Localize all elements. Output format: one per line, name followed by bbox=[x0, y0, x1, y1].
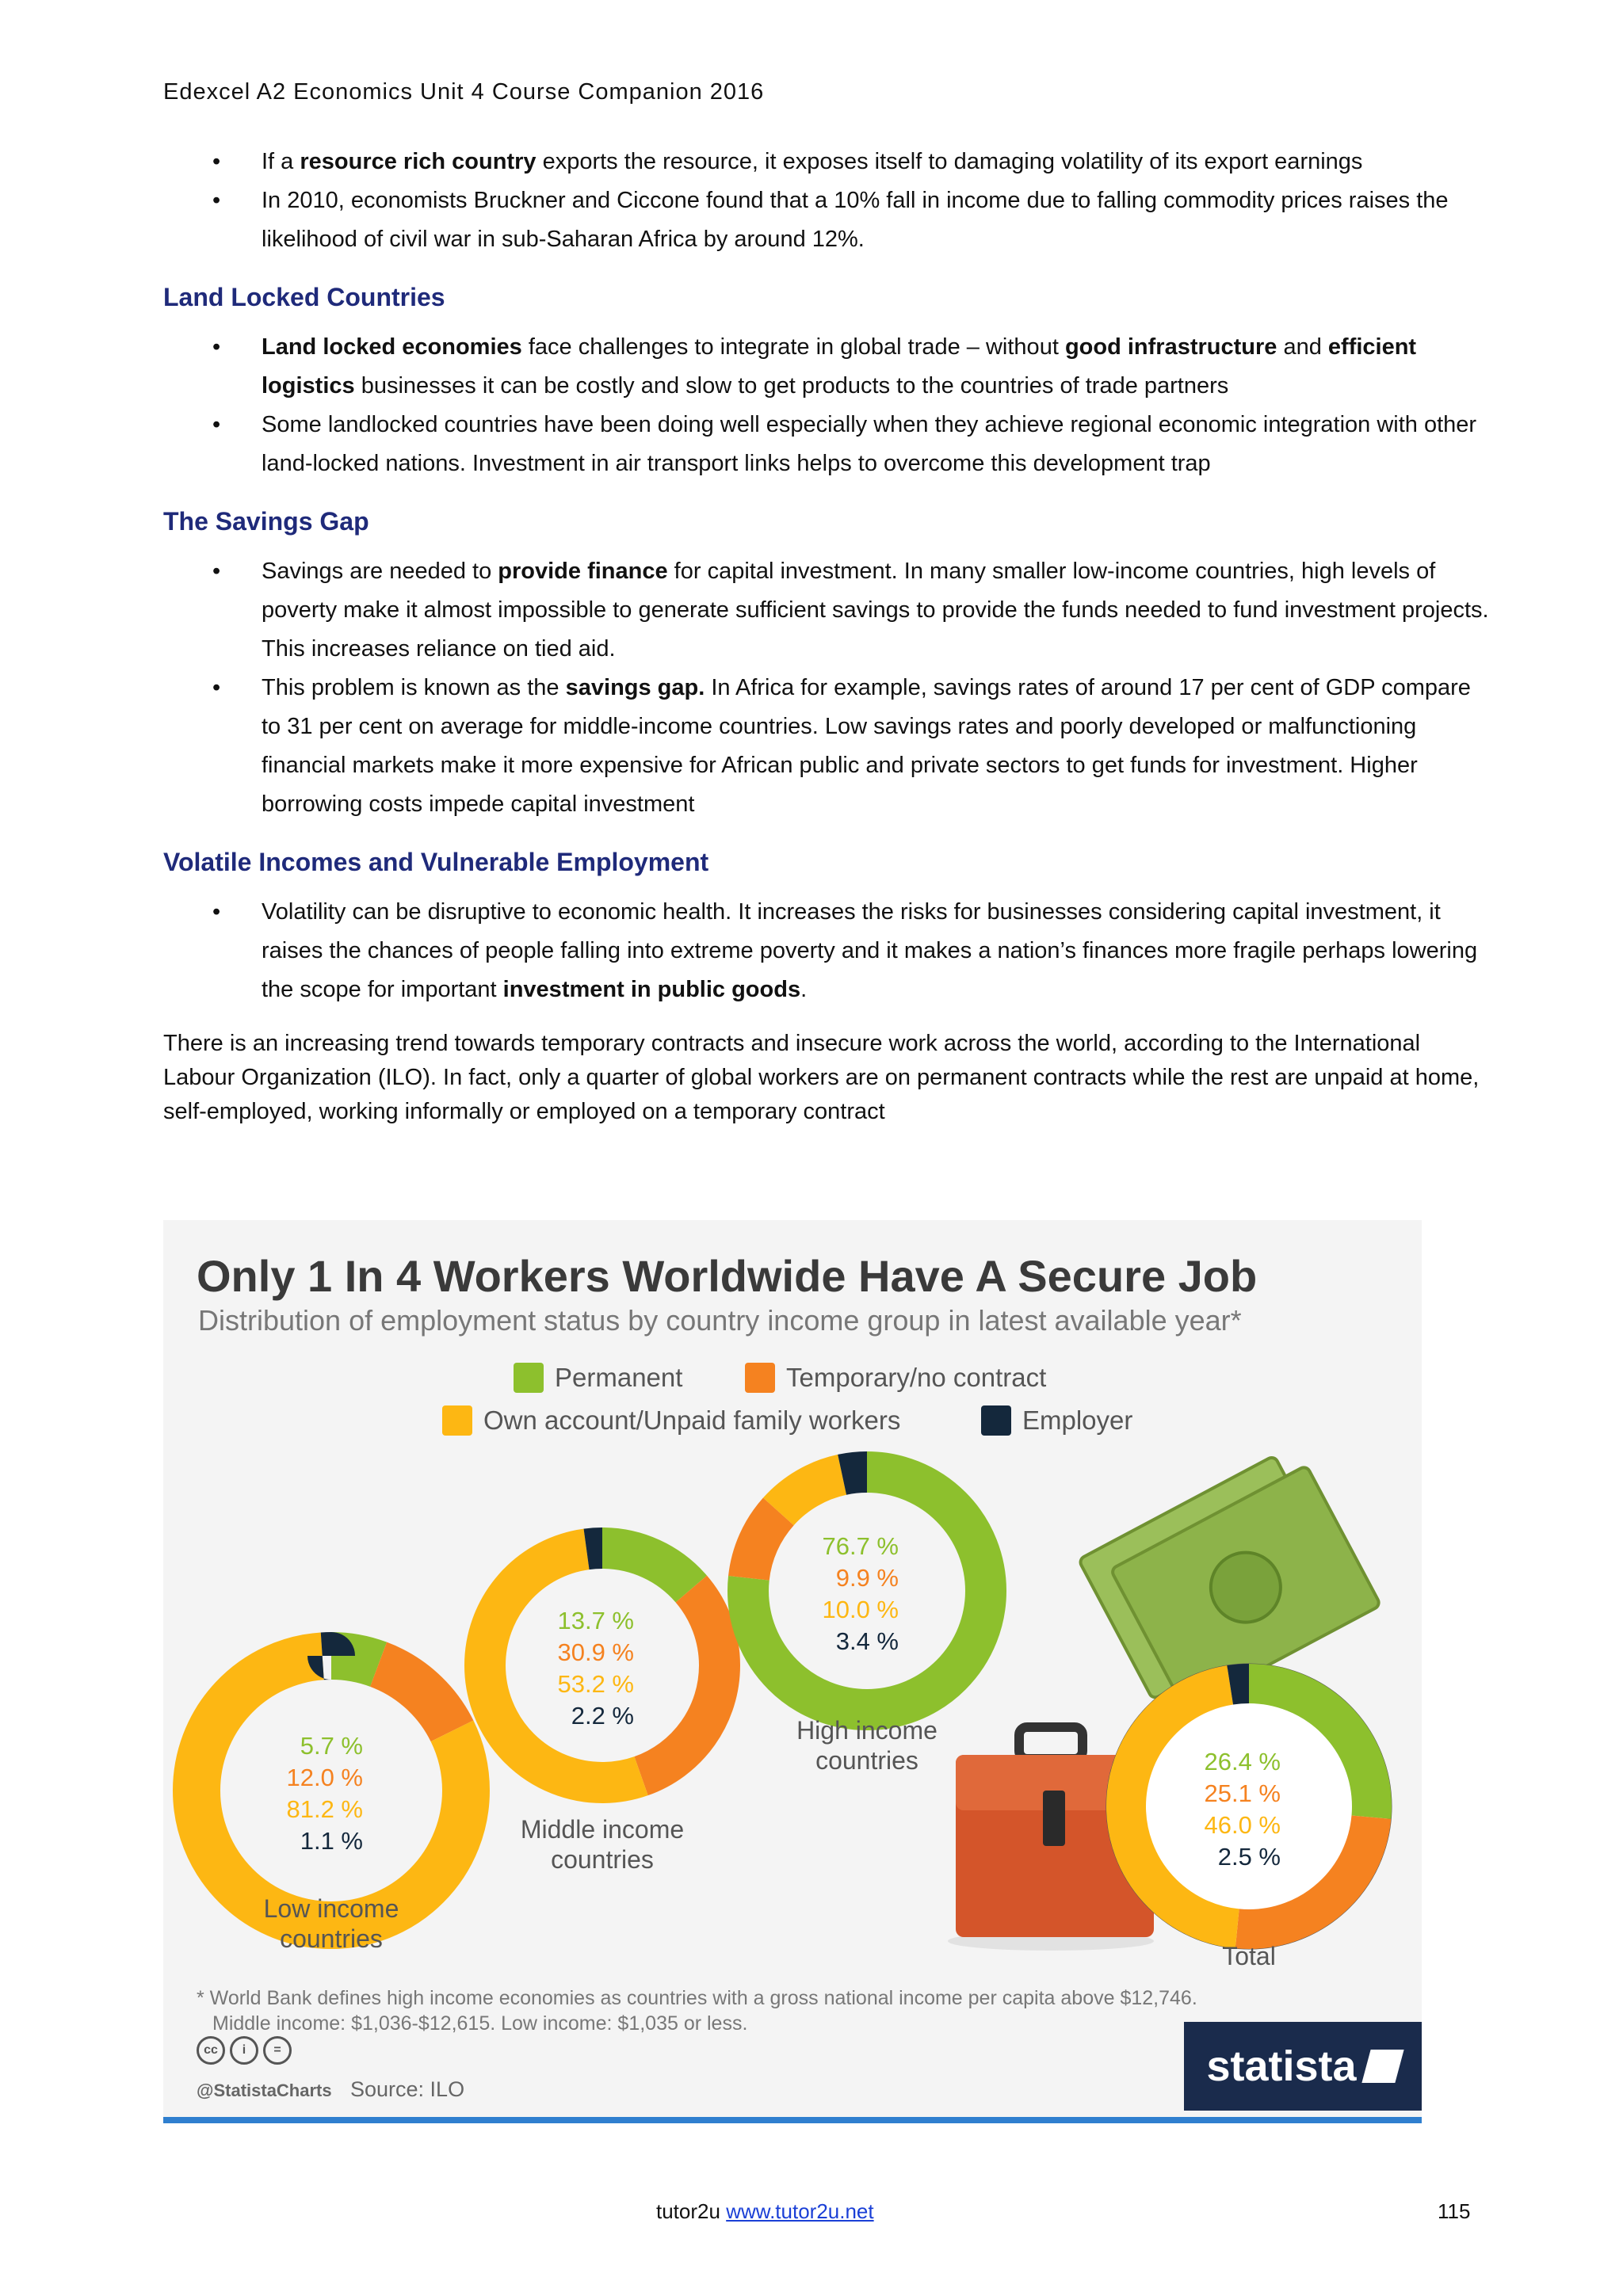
section-title-volatile: Volatile Incomes and Vulnerable Employment bbox=[163, 848, 709, 876]
group-label: countries bbox=[815, 1746, 918, 1775]
group-label: High income bbox=[796, 1716, 938, 1745]
bullet-dot: • bbox=[212, 188, 221, 213]
group-label: Low income bbox=[263, 1894, 399, 1923]
value-label: 13.7 % bbox=[557, 1607, 634, 1634]
savings-bullets bbox=[163, 552, 1495, 824]
donut-low-income-countries bbox=[197, 1656, 466, 1953]
bullet-landlocked-economies: • Land locked economies face challenges to integrate in global trade – without good infrastructure and efficient logistics businesses it can be costly and slow to get products to the countries of trade partners bbox=[163, 328, 1495, 406]
legend-employer: Employer bbox=[981, 1405, 1132, 1436]
bullet-dot: • bbox=[212, 559, 221, 584]
statista-infographic bbox=[163, 1220, 1422, 2123]
value-label: 25.1 % bbox=[1204, 1779, 1281, 1807]
attribution-icon: i bbox=[230, 2036, 258, 2065]
page-content bbox=[163, 143, 1495, 1129]
value-label: 9.9 % bbox=[835, 1564, 899, 1592]
group-label: countries bbox=[551, 1845, 654, 1874]
footer-site: tutor2u www.tutor2u.net bbox=[656, 2199, 874, 2223]
section-title-savings: The Savings Gap bbox=[163, 507, 369, 536]
statista-logo-icon bbox=[1361, 2050, 1403, 2083]
volatile-bullets bbox=[163, 893, 1495, 1009]
legend-own-account: Own account/Unpaid family workers bbox=[442, 1405, 900, 1436]
bullet-dot: • bbox=[212, 334, 221, 360]
ilo-paragraph: There is an increasing trend towards temporary contracts and insecure work across the world, according to the International Labour Organization (ILO). In fact, only a quarter of global workers are on permanent contracts while the rest are unpaid at home, self-employed, working informally or employed on a temporary contract bbox=[163, 1031, 1480, 1124]
value-label: 5.7 % bbox=[300, 1732, 363, 1760]
chart-subtitle: Distribution of employment status by country income group in latest available year* bbox=[198, 1304, 1242, 1337]
landlocked-bullets bbox=[163, 328, 1495, 483]
bullet-landlocked-integration: • Some landlocked countries have been doing well especially when they achieve regional economic integration with other land-locked nations. Investment in air transport links helps to overcome this development trap bbox=[163, 406, 1495, 483]
bullet-resource-rich: • If a resource rich country exports the resource, it exposes itself to damaging volatility of its export earnings bbox=[163, 143, 1495, 181]
value-label: 2.2 % bbox=[571, 1702, 634, 1730]
group-label: countries bbox=[280, 1924, 383, 1953]
statista-logo: statista bbox=[1184, 2022, 1422, 2111]
no-derivatives-icon: = bbox=[263, 2036, 292, 2065]
page-number: 115 bbox=[1438, 2199, 1471, 2223]
bullet-savings-finance: • Savings are needed to provide finance for capital investment. In many smaller low-income countries, high levels of poverty make it almost impossible to generate sufficient savings to provide the funds needed to fund investment projects. This increases reliance on tied aid. bbox=[163, 552, 1495, 669]
value-label: 30.9 % bbox=[557, 1638, 634, 1666]
bullet-civil-war: • In 2010, economists Bruckner and Ciccone found that a 10% fall in income due to falling commodity prices raises the likelihood of civil war in sub-Saharan Africa by around 12%. bbox=[163, 181, 1495, 259]
value-label: 2.5 % bbox=[1217, 1843, 1281, 1871]
bullet-dot: • bbox=[212, 412, 221, 437]
intro-bullets bbox=[163, 143, 1495, 259]
value-label: 76.7 % bbox=[822, 1532, 899, 1560]
footer-url-link[interactable]: www.tutor2u.net bbox=[726, 2199, 874, 2223]
bullet-savings-gap: • This problem is known as the savings gap. In Africa for example, savings rates of around 17 per cent of GDP compare to 31 per cent on average for middle-income countries. Low savings rates and poorly developed or malfunctioning financial markets make it more expensive for African public and private sectors to get funds for investment. Higher borrowing costs impede capital investment bbox=[163, 669, 1495, 824]
value-label: 12.0 % bbox=[286, 1764, 363, 1791]
legend-permanent: Permanent bbox=[514, 1363, 682, 1393]
value-label: 53.2 % bbox=[557, 1670, 634, 1698]
value-label: 3.4 % bbox=[835, 1627, 899, 1655]
cc-license-icons bbox=[197, 2036, 292, 2065]
chart-source: Source: ILO bbox=[350, 2077, 465, 2101]
bullet-volatility: • Volatility can be disruptive to economic health. It increases the risks for businesses considering capital investment, it raises the chances of people falling into extreme poverty and it makes a nation’s finances more fragile perhaps lowering the scope for important investment in public goods. bbox=[163, 893, 1495, 1009]
value-label: 46.0 % bbox=[1204, 1811, 1281, 1839]
donut-middle-income-countries bbox=[485, 1548, 720, 1874]
value-label: 1.1 % bbox=[300, 1827, 363, 1855]
donut-high-income-countries bbox=[748, 1472, 986, 1775]
donut-charts bbox=[163, 1220, 1422, 2012]
value-label: 26.4 % bbox=[1204, 1748, 1281, 1775]
chart-title: Only 1 In 4 Workers Worldwide Have A Secure Job bbox=[197, 1251, 1258, 1301]
bullet-dot: • bbox=[212, 899, 221, 925]
statista-handle: @StatistaCharts bbox=[197, 2081, 332, 2100]
chart-footnote: * World Bank defines high income economies as countries with a gross national income per capita above $12,746. Middle income: $1,036-$12,615. Low income: $1,035 or less. bbox=[197, 1987, 1197, 2035]
group-label: Total bbox=[1222, 1942, 1276, 1970]
cc-icon: cc bbox=[197, 2036, 225, 2065]
bullet-dot: • bbox=[212, 149, 221, 174]
value-label: 10.0 % bbox=[822, 1596, 899, 1623]
value-label: 81.2 % bbox=[286, 1795, 363, 1823]
group-label: Middle income bbox=[520, 1815, 685, 1844]
legend-temporary: Temporary/no contract bbox=[745, 1363, 1046, 1393]
section-title-landlocked: Land Locked Countries bbox=[163, 283, 445, 311]
page-header: Edexcel A2 Economics Unit 4 Course Companion 2016 bbox=[163, 79, 765, 105]
bullet-dot: • bbox=[212, 675, 221, 700]
